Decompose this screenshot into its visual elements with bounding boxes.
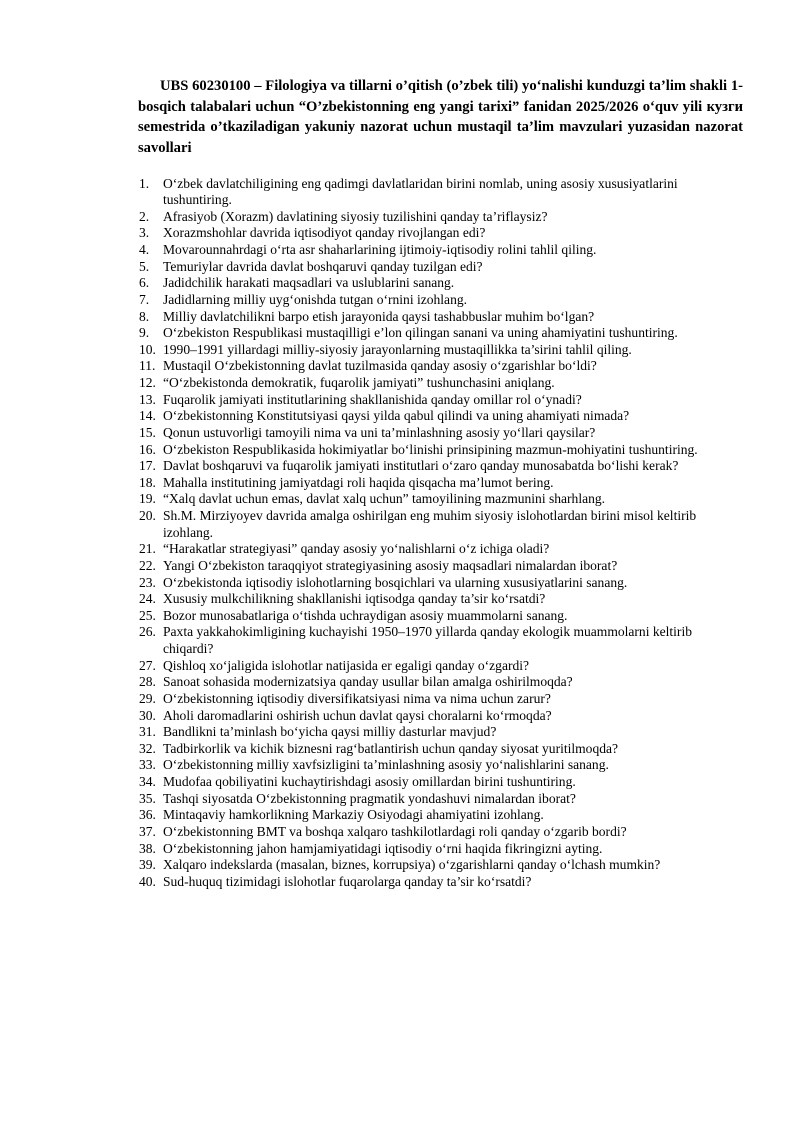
question-item <box>139 242 744 259</box>
question-item <box>139 342 744 359</box>
question-text: “O‘zbekistonda demokratik, fuqarolik jamiyati” tushunchasini aniqlang. <box>163 375 555 390</box>
question-text: O‘zbek davlatchiligining eng qadimgi davlatlaridan birini nomlab, uning asosiy xususiyatlarini tushuntiring. <box>163 175 678 208</box>
question-item <box>139 325 744 342</box>
question-text: Qishloq xo‘jaligida islohotlar natijasida er egaligi qanday o‘zgardi? <box>163 657 530 673</box>
question-text: Jadidchilik harakati maqsadlari va uslublarini sanang. <box>163 275 455 291</box>
question-number: 19. <box>139 491 156 507</box>
question-number: 5. <box>139 258 150 274</box>
question-text: Bozor munosabatlariga o‘tishda uchraydigan asosiy muammolarni sanang. <box>163 607 568 623</box>
question-number: 38. <box>139 840 156 856</box>
document-heading: UBS 60230100 – Filologiya va tillarni o’qitish (o’zbek tili) yo‘nalishi kunduzgi ta’lim shakli 1-bosqich talabalari uchun “O’zbekistonning eng yangi tarixi” fanidan 2025/2026 o‘quv yili кузги semestrida o’tkaziladigan yakuniy nazorat uchun mustaqil ta’lim mavzulari yuzasidan nazorat savollari <box>138 78 743 156</box>
question-text: Mudofaa qobiliyatini kuchaytirishdagi asosiy omillardan birini tushuntiring. <box>163 774 576 789</box>
question-number: 27. <box>139 657 156 673</box>
question-item <box>139 442 744 459</box>
question-number: 24. <box>139 591 156 607</box>
question-number: 11. <box>139 358 156 374</box>
question-text: O‘zbekistonning milliy xavfsizligini ta’minlashning asosiy yo‘nalishlarini sanang. <box>163 757 609 773</box>
question-text: Afrasiyob (Xorazm) davlatining siyosiy tuzilishini qanday ta’riflaysiz? <box>163 208 548 224</box>
question-number: 30. <box>139 707 156 723</box>
question-item <box>139 292 744 309</box>
question-text: O‘zbekistonning Konstitutsiyasi qaysi yilda qabul qilindi va uning ahamiyati nimada? <box>163 408 630 424</box>
question-text: Qonun ustuvorligi tamoyili nima va uni ta’minlashning asosiy yo‘llari qaysilar? <box>163 424 596 440</box>
question-item <box>139 691 744 708</box>
question-text: Paxta yakkahokimligining kuchayishi 1950–1970 yillarda qanday ekologik muammolarni keltirib chiqardi? <box>163 624 692 656</box>
question-number: 14. <box>139 408 156 424</box>
question-item <box>139 176 744 209</box>
question-text: O‘zbekistonning BMT va boshqa xalqaro tashkilotlardagi roli qanday o‘zgarib bordi? <box>163 823 627 839</box>
question-text: Sh.M. Mirziyoyev davrida amalga oshirilgan eng muhim siyosiy islohotlardan birini misol keltirib izohlang. <box>163 508 697 540</box>
question-item <box>139 708 744 725</box>
question-text: Xususiy mulkchilikning shakllanishi iqtisodga qanday ta’sir ko‘rsatdi? <box>163 591 546 607</box>
question-item <box>139 259 744 276</box>
question-number: 15. <box>139 424 156 440</box>
question-item <box>139 724 744 741</box>
question-item <box>139 558 744 575</box>
question-text: O‘zbekistonning jahon hamjamiyatidagi iqtisodiy o‘rni haqida fikringizni ayting. <box>163 840 603 856</box>
question-number: 12. <box>139 375 156 390</box>
question-number: 34. <box>139 774 156 789</box>
question-text: “Xalq davlat uchun emas, davlat xalq uchun” tamoyilining mazmunini sharhlang. <box>163 491 606 507</box>
question-text: Movarounnahrdagi o‘rta asr shaharlarining ijtimoiy-iqtisodiy rolini tahlil qiling. <box>163 242 597 257</box>
question-text: Xalqaro indekslarda (masalan, biznes, korrupsiya) o‘zgarishlarni qanday o‘lchash mumkin? <box>163 857 661 873</box>
question-number: 26. <box>139 624 156 640</box>
question-number: 4. <box>139 242 150 257</box>
question-text: Tashqi siyosatda O‘zbekistonning pragmatik yondashuvi nimalardan iborat? <box>163 790 576 806</box>
question-text: Temuriylar davrida davlat boshqaruvi qanday tuzilgan edi? <box>163 258 483 274</box>
question-item <box>139 275 744 292</box>
question-item <box>139 491 744 508</box>
question-text: Xorazmshohlar davrida iqtisodiyot qanday rivojlangan edi? <box>163 225 486 241</box>
question-number: 2. <box>139 208 150 224</box>
question-number: 20. <box>139 508 156 523</box>
question-item <box>139 475 744 492</box>
question-item <box>139 757 744 774</box>
question-number: 18. <box>139 474 156 490</box>
question-item <box>139 741 744 758</box>
question-number: 39. <box>139 857 156 873</box>
question-number: 10. <box>139 341 156 357</box>
question-number: 7. <box>139 291 150 307</box>
question-item <box>139 608 744 625</box>
question-item <box>139 774 744 791</box>
question-item <box>139 508 744 541</box>
question-number: 9. <box>139 325 150 341</box>
question-text: Mustaqil O‘zbekistonning davlat tuzilmasida qanday asosiy o‘zgarishlar bo‘ldi? <box>163 358 597 374</box>
question-item <box>139 392 744 409</box>
question-number: 28. <box>139 674 156 690</box>
question-number: 16. <box>139 441 156 457</box>
question-text: Fuqarolik jamiyati institutlarining shakllanishida qanday omillar rol o‘ynadi? <box>163 391 582 407</box>
question-item <box>139 674 744 691</box>
question-number: 1. <box>139 175 150 191</box>
question-text: Jadidlarning milliy uyg‘onishda tutgan o‘rnini izohlang. <box>163 291 468 307</box>
question-item <box>139 309 744 326</box>
question-number: 31. <box>139 724 156 740</box>
question-text: Davlat boshqaruvi va fuqarolik jamiyati institutlari o‘zaro qanday munosabatda bo‘lishi kerak? <box>163 458 679 474</box>
question-item <box>139 408 744 425</box>
question-text: O‘zbekistonda iqtisodiy islohotlarning bosqichlari va ularning xususiyatlarini sanang. <box>163 574 628 590</box>
question-item <box>139 791 744 808</box>
question-number: 37. <box>139 823 156 839</box>
question-number: 3. <box>139 225 150 241</box>
question-number: 40. <box>139 873 156 889</box>
question-item <box>139 824 744 841</box>
question-text: Sud-huquq tizimidagi islohotlar fuqarolarga qanday ta’sir ko‘rsatdi? <box>163 873 532 889</box>
question-item <box>139 541 744 558</box>
question-number: 25. <box>139 607 156 623</box>
question-text: O‘zbekiston Respublikasida hokimiyatlar bo‘linishi prinsipining mazmun-mohiyatini tushuntiring. <box>163 441 698 457</box>
question-list <box>139 176 744 891</box>
question-number: 35. <box>139 790 156 806</box>
question-item <box>139 591 744 608</box>
question-item <box>139 225 744 242</box>
question-number: 23. <box>139 574 156 590</box>
question-text: Mintaqaviy hamkorlikning Markaziy Osiyodagi ahamiyatini izohlang. <box>163 807 544 823</box>
question-text: O‘zbekiston Respublikasi mustaqilligi e’lon qilingan sanani va uning ahamiyatini tushuntiring. <box>163 325 678 341</box>
question-text: Tadbirkorlik va kichik biznesni rag‘batlantirish uchun qanday siyosat yuritilmoqda? <box>163 740 619 756</box>
question-number: 17. <box>139 458 156 474</box>
question-item <box>139 375 744 392</box>
question-text: “Harakatlar strategiyasi” qanday asosiy yo‘nalishlarni o‘z ichiga oladi? <box>163 541 550 557</box>
question-number: 32. <box>139 740 156 756</box>
question-item <box>139 857 744 874</box>
question-number: 13. <box>139 391 156 407</box>
question-number: 21. <box>139 541 156 557</box>
question-number: 36. <box>139 807 156 823</box>
question-item <box>139 807 744 824</box>
question-item <box>139 575 744 592</box>
question-item <box>139 425 744 442</box>
question-text: Sanoat sohasida modernizatsiya qanday usullar bilan amalga oshirilmoqda? <box>163 674 573 690</box>
question-number: 29. <box>139 690 156 706</box>
question-item <box>139 624 744 657</box>
question-item <box>139 841 744 858</box>
question-number: 33. <box>139 757 156 773</box>
question-text: 1990–1991 yillardagi milliy-siyosiy jarayonlarning mustaqillikka ta’sirini tahlil qiling. <box>163 341 632 357</box>
question-item <box>139 874 744 891</box>
question-text: Mahalla institutining jamiyatdagi roli haqida qisqacha ma’lumot bering. <box>163 474 554 490</box>
question-text: Bandlikni ta’minlash bo‘yicha qaysi milliy dasturlar mavjud? <box>163 724 497 740</box>
question-item <box>139 209 744 226</box>
question-text: Yangi O‘zbekiston taraqqiyot strategiyasining asosiy maqsadlari nimalardan iborat? <box>163 557 618 573</box>
question-item <box>139 658 744 675</box>
question-text: Aholi daromadlarini oshirish uchun davlat qaysi choralarni ko‘rmoqda? <box>163 707 552 723</box>
question-number: 22. <box>139 557 156 573</box>
question-number: 6. <box>139 275 150 291</box>
question-number: 8. <box>139 308 150 324</box>
question-item <box>139 358 744 375</box>
question-text: Milliy davlatchilikni barpo etish jarayonida qaysi tashabbuslar muhim bo‘lgan? <box>163 308 595 324</box>
question-text: O‘zbekistonning iqtisodiy diversifikatsiyasi nima va nima uchun zarur? <box>163 690 551 706</box>
question-item <box>139 458 744 475</box>
